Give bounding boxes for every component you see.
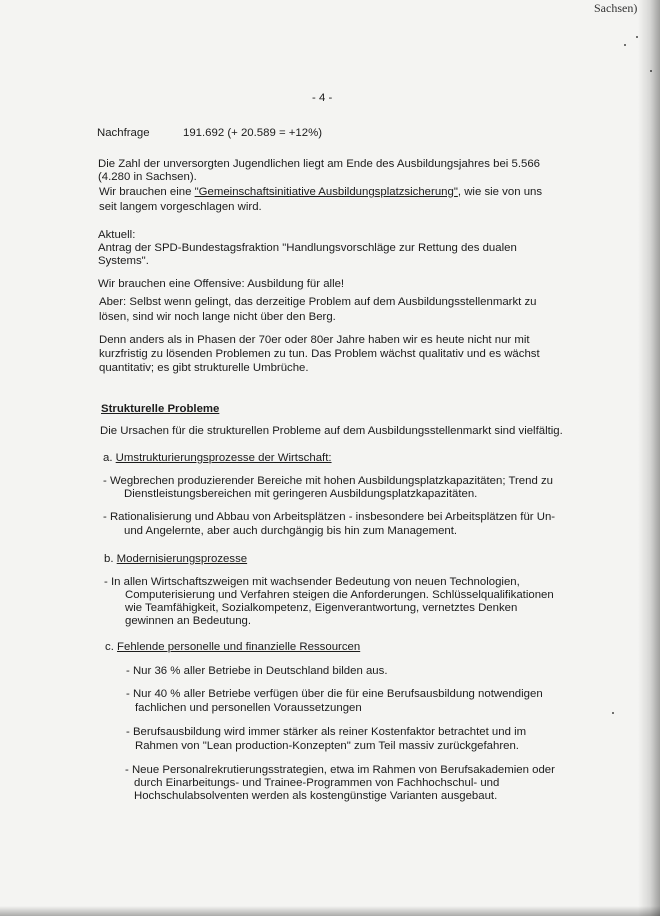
list-item-continued: gewinnen an Bedeutung. [125, 615, 252, 627]
paragraph-line: (4.280 in Sachsen). [98, 171, 197, 183]
scan-speck [612, 712, 614, 714]
initiative-link: "Gemeinschaftsinitiative Ausbildungsplatzsicherung" [194, 186, 458, 198]
subsection-title: Fehlende personelle und finanzielle Ressourcen [117, 641, 361, 653]
list-item: - In allen Wirtschaftszweigen mit wachsender Bedeutung von neuen Technologien, [104, 576, 520, 588]
subsection-c-heading [105, 641, 360, 654]
subsection-title: Modernisierungsprozesse [116, 553, 248, 565]
list-item: - Neue Personalrekrutierungsstrategien, etwa im Rahmen von Berufsakademien oder [125, 764, 555, 776]
paragraph-line: Die Zahl der unversorgten Jugendlichen liegt am Ende des Ausbildungsjahres bei 5.566 [98, 158, 540, 170]
paragraph-line: quantitativ; es gibt strukturelle Umbrüche. [99, 362, 309, 374]
page-number: - 4 - [312, 92, 333, 104]
paragraph-line: Antrag der SPD-Bundestagsfraktion "Handlungsvorschläge zur Rettung des dualen [98, 242, 517, 254]
paragraph-line: Wir brauchen eine Offensive: Ausbildung für alle! [98, 278, 345, 290]
subsection-b-heading [104, 553, 247, 566]
list-item-continued: wie Teamfähigkeit, Sozialkompetenz, Eigenverantwortung, vernetztes Denken [125, 602, 518, 614]
paragraph-line: Systems". [98, 255, 149, 267]
list-item-continued: Computerisierung und Verfahren steigen die Anforderungen. Schlüsselqualifikationen [125, 589, 554, 601]
subsection-prefix: c. [105, 641, 118, 653]
list-item-continued: Dienstleistungsbereichen mit geringeren Ausbildungsplatzkapazitäten. [124, 488, 478, 500]
list-item: - Nur 36 % aller Betriebe in Deutschland bilden aus. [126, 665, 388, 677]
subsection-prefix: a. [103, 452, 116, 464]
section-intro: Die Ursachen für die strukturellen Probleme auf dem Ausbildungsstellenmarkt sind vielfältig. [100, 425, 563, 437]
list-item: - Wegbrechen produzierender Bereiche mit hohen Ausbildungsplatzkapazitäten; Trend zu [103, 475, 553, 487]
paragraph-line: kurzfristig zu lösenden Problemen zu tun. Das Problem wächst qualitativ und es wächst [99, 348, 540, 360]
demand-label: Nachfrage [97, 127, 150, 139]
scan-speck [624, 44, 626, 46]
list-item: - Berufsausbildung wird immer stärker als reiner Kostenfaktor betrachtet und im [126, 726, 527, 738]
scan-bottom-shadow [0, 906, 660, 916]
list-item-continued: durch Einarbeitungs- und Trainee-Programmen von Fachhochschul- und [134, 777, 500, 789]
demand-value: 191.692 (+ 20.589 = +12%) [183, 127, 323, 139]
list-item-continued: und Angelernte, aber auch durchgängig bis hin zum Management. [124, 525, 458, 537]
list-item-continued: Hochschulabsolventen werden als kostengünstige Varianten ausgebaut. [134, 790, 498, 802]
paragraph-line: lösen, sind wir noch lange nicht über den Berg. [99, 311, 336, 323]
paragraph-line: Denn anders als in Phasen der 70er oder 80er Jahre haben wir es heute nicht nur mit [99, 334, 530, 346]
corner-note: Sachsen) [594, 1, 638, 15]
paragraph-line: Aber: Selbst wenn gelingt, das derzeitige Problem auf dem Ausbildungsstellenmarkt zu [99, 296, 537, 308]
initiative-text: Wir brauchen eine [99, 186, 195, 198]
current-label: Aktuell: [98, 229, 136, 241]
subsection-prefix: b. [104, 553, 117, 565]
subsection-title: Umstrukturierungsprozesse der Wirtschaft: [115, 452, 332, 464]
initiative-line [99, 186, 542, 199]
paragraph-line: seit langem vorgeschlagen wird. [99, 201, 262, 213]
list-item-continued: fachlichen und personellen Voraussetzungen [135, 702, 362, 714]
scan-edge-shadow [638, 0, 660, 916]
list-item: - Nur 40 % aller Betriebe verfügen über die für eine Berufsausbildung notwendigen [126, 688, 543, 700]
subsection-a-heading [103, 452, 332, 465]
list-item-continued: Rahmen von "Lean production-Konzepten" zum Teil massiv zurückgefahren. [135, 740, 519, 752]
list-item: - Rationalisierung und Abbau von Arbeitsplätzen - insbesondere bei Arbeitsplätzen für Un- [103, 511, 556, 523]
section-heading: Strukturelle Probleme [101, 403, 220, 415]
initiative-text-end: , wie sie von uns [457, 186, 543, 198]
